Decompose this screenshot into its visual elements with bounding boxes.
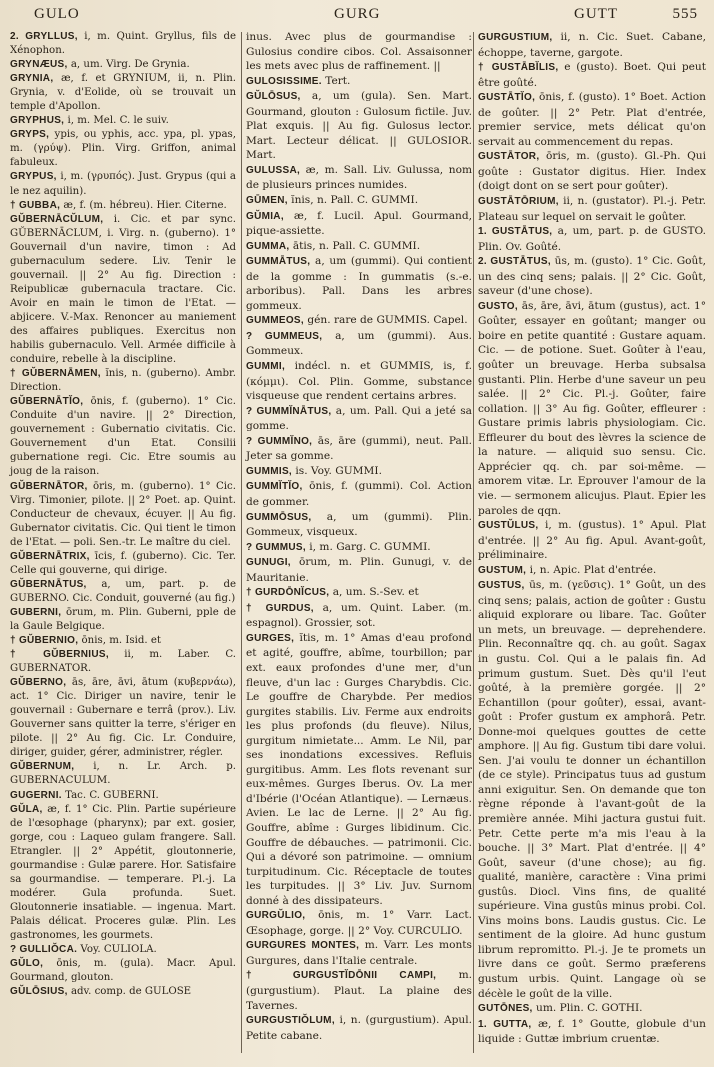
dictionary-entry bbox=[478, 224, 706, 254]
header-center-guide-word: GURG bbox=[334, 6, 381, 22]
dictionary-entry bbox=[246, 585, 472, 601]
header-left-guide-word: GULO bbox=[34, 6, 80, 22]
entry-definition: a, um (gummi). Qui contient de la gomme : In gummatis (s.-e. arboribus). Pall. Dans les arbres gommeux. bbox=[246, 255, 472, 312]
entry-definition: a, um. Quint. Laber. (m. espagnol). Grossier, sot. bbox=[246, 601, 472, 630]
dictionary-entry bbox=[246, 1013, 472, 1043]
entry-headword: GŬBERNĀTĬO, bbox=[10, 396, 84, 408]
entry-definition: i, m. Garg. C. GUMMI. bbox=[305, 540, 431, 553]
entry-headword: GŬLŌSIUS, bbox=[10, 986, 68, 998]
entry-headword: 2. GRYLLUS, bbox=[10, 31, 78, 42]
entry-headword: GUMMEOS, bbox=[246, 315, 304, 327]
dictionary-entry bbox=[246, 209, 472, 239]
dictionary-entry bbox=[246, 555, 472, 585]
dictionary-entry bbox=[246, 404, 472, 434]
page-number: 555 bbox=[672, 6, 698, 22]
entry-headword: ? GUMMĬNO, bbox=[246, 435, 313, 447]
dictionary-entry bbox=[478, 518, 706, 563]
dictionary-entry bbox=[246, 968, 472, 1013]
entry-headword: GUNUGI, bbox=[246, 557, 291, 569]
entry-definition: m. (gurgustium). Plaut. La plaine des Tavernes. bbox=[246, 969, 472, 1012]
dictionary-entry bbox=[478, 254, 706, 299]
entry-definition: i, m. (gustus). 1° Apul. Plat d'entrée. || 2° Au fig. Apul. Avant-goût, préliminaire. bbox=[478, 519, 706, 562]
dictionary-entry bbox=[478, 299, 706, 518]
dictionary-entry bbox=[246, 254, 472, 313]
dictionary-entry bbox=[10, 803, 236, 943]
entry-headword: GUSTŬLUS, bbox=[478, 520, 539, 532]
entry-headword: GŬLŌSUS, bbox=[246, 91, 301, 103]
entry-definition: Tac. C. GUBERNI. bbox=[61, 789, 159, 801]
dictionary-entry bbox=[478, 578, 706, 1001]
entry-definition: ĭnis, n. (guberno). Ambr. Direction. bbox=[10, 368, 236, 394]
entry-definition: a, um, part. p. de GUBERNO. Cic. Conduit, gouverné (au fig.) bbox=[10, 578, 236, 604]
entry-definition: m. Varr. Les monts Gurgures, dans l'Italie centrale. bbox=[246, 939, 472, 967]
entry-definition: a, um (gula). Sen. Mart. Gourmand, glouton : Gulosum fictile. Juv. Plat exquis. || Au fig. Gulosus lector. Mart. Lecteur délicat. || GULOSIOR. Mart. bbox=[246, 90, 472, 162]
entry-headword: GŪMEN, bbox=[246, 195, 288, 207]
entry-definition: ypis, ou yphis, acc. ypa, pl. ypas, m. (γρύψ). Plin. Virg. Griffon, animal fabuleux. bbox=[10, 129, 236, 169]
entry-headword: 1. GUTTA, bbox=[478, 1018, 532, 1030]
entry-definition: i, n. Apic. Plat d'entrée. bbox=[526, 563, 657, 576]
entry-headword: GUSTO, bbox=[478, 300, 518, 312]
entry-headword: GRYNÆUS, bbox=[10, 59, 68, 71]
entry-definition: æ, f. 1° Goutte, globule d'un liquide : Guttæ imbrium cruentæ. bbox=[478, 1017, 706, 1046]
dictionary-entry bbox=[10, 760, 236, 788]
entry-definition: i, n. (gurgustium). Apul. Petite cabane. bbox=[246, 1014, 472, 1042]
entry-definition: ās, āre, āvi, ātum (gustus), act. 1° Goûter, essayer en goûtant; manger ou boire en petite quantité : Gustare aquam. Cic. — de potione. Suet. Goûter à l'eau, goûter un breuvage. Herba subsalsa gustanti. Plin. Herbe d'une saveur un peu salée. || 2° Cic. Pl.-j. Goûter, faire collation. || 3° Au fig. Goûter, effleurer : Gustare primis labris physiologiam. Cic. Effleurer du bout des lèvres la science de la nature. — aliquid suo sensu. Cic. Apprécier qq. ch. par soi-même. — amorem vitæ. Lr. Eprouver l'amour de la vie. — sermonem alicujus. Plaut. Epier les paroles de qqn. bbox=[478, 299, 706, 517]
dictionary-entry bbox=[246, 464, 472, 480]
dictionary-entry bbox=[10, 957, 236, 985]
entry-definition: ĭnis, n. Pall. C. GUMMI. bbox=[287, 194, 419, 207]
entry-definition: ōris, m. (guberno). 1° Cic. Virg. Timonier, pilote. || 2° Poet. ap. Quint. Conducteur de chevaux, écuyer. || Au fig. Gubernator civitatis. Cic. Qui tient le timon de l'Etat. — poli. Sen.-tr. Le maître du ciel. bbox=[10, 480, 236, 548]
entry-definition: a, um. Pall. Qui a jeté sa gomme. bbox=[246, 404, 472, 433]
entry-definition: æ, m. Sall. Liv. Gulussa, nom de plusieurs princes numides. bbox=[246, 163, 472, 192]
column-divider bbox=[241, 32, 242, 1053]
dictionary-entry bbox=[10, 606, 236, 634]
entry-definition: Voy. CULIOLA. bbox=[77, 944, 157, 956]
entry-headword: † GURDŌNĬCUS, bbox=[246, 587, 330, 599]
dictionary-entry bbox=[10, 213, 236, 368]
entry-definition: ii, n. Cic. Suet. Cabane, échoppe, taverne, gargote. bbox=[478, 31, 706, 59]
entry-definition: a, um. Virg. De Grynia. bbox=[67, 59, 190, 71]
entry-definition: æ, f. 1° Cic. Plin. Partie supérieure de l'œsophage (pharynx); par ext. gosier, gorge, cou : Laqueo gulam frangere. Sall. Etrangler. || 2° Appétit, gloutonnerie, gourmandise : Gulæ parere. Hor. Satisfaire sa gourmandise. — temperare. Pl.-j. La modérer. Gula profunda. Suet. Gloutonnerie insatiable. — ingenua. Mart. Palais délicat. Proceres gulæ. Plin. Les gastronomes, les gourmets. bbox=[10, 803, 236, 941]
entry-headword: GURGES, bbox=[246, 632, 295, 644]
entry-definition: a, um (gummi). Plin. Gommeux, visqueux. bbox=[246, 510, 472, 539]
dictionary-entry bbox=[246, 329, 472, 359]
entry-headword: GULOSISSIME. bbox=[246, 75, 322, 87]
dictionary-entry bbox=[246, 239, 472, 255]
entry-definition: i, n. Lr. Arch. p. GUBERNACULUM. bbox=[10, 761, 236, 787]
entry-headword: † GŬBERNIUS, bbox=[10, 649, 109, 661]
dictionary-entry bbox=[246, 30, 472, 74]
dictionary-entry bbox=[10, 170, 236, 198]
dictionary-entry bbox=[246, 313, 472, 329]
entry-headword: ? GUMMUS, bbox=[246, 541, 306, 553]
entry-headword: ? GULLIŎCA. bbox=[10, 944, 78, 956]
dictionary-entry bbox=[246, 938, 472, 968]
entry-headword: GUSTUS, bbox=[478, 580, 525, 592]
entry-headword: GUBERNI, bbox=[10, 606, 62, 618]
entry-definition: ūs, m. (γεῦσις). 1° Goût, un des cinq sens; palais, action de goûter : Gustu aliquid explorare ou libare. Tac. Goûter un mets, un breuvage. — deprehendere. Plin. Reconnaître qq. ch. au goût. Sagax in gustu. Col. Qui a le palais fin. Ad primum gustum. Suet. Dès qu'il l'eut goûté, à la première gorgée. || 2° Echantillon (pour goûter), essai, avant-goût : Profer gustum ex amphorâ. Petr. Donne-moi quelques gouttes de cette amphore. || Au fig. Gustum tibi dare volui. Sen. J'ai voulu te donner un échantillon (de ce style). Principatus tuus ad gustum anni exiguitur. Sen. On demande que ton règne réponde à l'avant-goût de la première année. Mihi jactura gustui fuit. Petr. Cette perte m'a mis l'eau à la bouche. || 3° Mart. Plat d'entrée. || 4° Goût, saveur (d'une chose); au fig. qualité, manière, caractère : Vina primi gustûs. Diocl. Vins fins, de qualité supérieure. Vina gustûs minus probi. Col. Vins moins bons. Laudis gustus. Cic. Le sentiment de la gloire. Ad hunc gustum librum repromitto. Pl.-j. Je te promets un livre dans ce goût. Sermo præferens gustum urbis. Quint. Langage où se décèle le goût de la ville. bbox=[478, 579, 706, 1000]
entry-definition: ās, āre, āvi, ātum (κυβερνάω), act. 1° Cic. Diriger un navire, tenir le gouvernail : Gubernare e terrâ (prov.). Liv. Gouverner sans quitter la terre, s'ériger en pilote. || 2° Au fig. Cic. Lr. Conduire, diriger, guider, gérer, administrer, régler. bbox=[10, 677, 236, 759]
entry-headword: GUSTĀTŌRIUM, bbox=[478, 196, 559, 208]
dictionary-entry bbox=[478, 194, 706, 224]
entry-definition: gén. rare de GUMMIS. Capel. bbox=[303, 314, 468, 327]
entry-headword: GUTŌNES, bbox=[478, 1003, 533, 1015]
dictionary-entry bbox=[246, 193, 472, 209]
entry-headword: GULUSSA, bbox=[246, 164, 301, 176]
dictionary-entry bbox=[246, 434, 472, 464]
entry-headword: GUMMI, bbox=[246, 361, 286, 373]
entry-definition: ōnis, m. 1° Varr. Lact. Œsophage, gorge. || 2° Voy. CURCULIO. bbox=[246, 909, 472, 937]
entry-headword: GUMMĀTUS, bbox=[246, 256, 311, 268]
dictionary-entry bbox=[10, 578, 236, 606]
entry-headword: GUSTĀTĬO, bbox=[478, 92, 536, 104]
entry-definition: um. Plin. C. GOTHI. bbox=[532, 1002, 643, 1015]
entry-definition: ās, āre (gummi), neut. Pall. Jeter sa gomme. bbox=[246, 434, 472, 463]
dictionary-entry bbox=[246, 359, 472, 404]
entry-headword: GŬBERNĀCŬLUM, bbox=[10, 213, 104, 225]
dictionary-entry bbox=[478, 1001, 706, 1017]
entry-definition: adv. comp. de GULOSE bbox=[67, 986, 192, 998]
dictionary-entry bbox=[10, 985, 236, 999]
dictionary-entry bbox=[10, 30, 236, 58]
dictionary-entry bbox=[10, 550, 236, 578]
entry-headword: GURGUSTIŎLUM, bbox=[246, 1015, 335, 1027]
entry-headword: GURGURES MONTES, bbox=[246, 940, 360, 952]
entry-definition: is. Voy. GUMMI. bbox=[292, 464, 382, 477]
entry-headword: GRYPHUS, bbox=[10, 115, 65, 127]
entry-headword: GUMMIS, bbox=[246, 465, 292, 477]
column-2 bbox=[246, 30, 472, 1043]
entry-headword: GŬBERNO, bbox=[10, 677, 67, 689]
dictionary-entry bbox=[478, 90, 706, 149]
column-1 bbox=[10, 30, 236, 999]
entry-definition: æ, f. et GRYNIUM, ii, n. Plin. Grynia, v. d'Eolide, où se trouvait un temple d'Apollon. bbox=[10, 73, 236, 113]
dictionary-entry bbox=[10, 676, 236, 760]
entry-definition: ūs, m. (gusto). 1° Cic. Goût, un des cinq sens; palais. || 2° Cic. Goût, saveur (d'une chose). bbox=[478, 255, 706, 298]
dictionary-entry bbox=[10, 128, 236, 170]
dictionary-entry bbox=[478, 563, 706, 579]
entry-definition: ōnis, m. Isid. et bbox=[78, 635, 161, 647]
dictionary-entry bbox=[246, 74, 472, 90]
entry-headword: GRYPS, bbox=[10, 129, 50, 141]
entry-headword: GŬBERNĀTOR, bbox=[10, 480, 88, 492]
entry-definition: e (gusto). Boet. Qui peut être goûté. bbox=[478, 61, 707, 89]
entry-headword: † GURGUSTĬDŌNII CAMPI, bbox=[246, 970, 437, 982]
entry-headword: GŬLO, bbox=[10, 958, 44, 970]
entry-definition: Tert. bbox=[321, 74, 351, 87]
entry-definition: ĭtis, m. 1° Amas d'eau profond et agité, gouffre, abîme, tourbillon; par ext. eaux profondes d'une mer, d'un fleuve, d'un lac : Gurges Charybdis. Cic. Le gouffre de Charybde. Per medios gurgites stabilis. Liv. Ferme aux endroits les plus profonds (du fleuve). Nilus, gurgitum nimietate... Amm. Le Nil, par ses inondations excessives. Refluis gurgitibus. Amm. Les flots revenant sur eux-mêmes. Gurges Iberus. Ov. La mer d'Ibérie (l'Océan Atlantique). — Lernæus. Avien. Le lac de Lerne. || 2° Au fig. Gouffre, abîme : Gurges libidinum. Cic. Gouffre de débauches. — patrimonii. Cic. Qui a dévoré son patrimoine. — omnium turpitudinum. Cic. Réceptacle de toutes les turpitudes. || 3° Liv. Juv. Surnom donné à des dissipateurs. bbox=[246, 631, 472, 907]
entry-definition: æ, f. (m. hébreu). Hier. Citerne. bbox=[60, 199, 227, 211]
dictionary-entry bbox=[246, 908, 472, 938]
dictionary-entry bbox=[10, 648, 236, 676]
entry-headword: GUMMŌSUS, bbox=[246, 511, 312, 523]
dictionary-entry bbox=[478, 1017, 706, 1047]
dictionary-entry bbox=[10, 789, 236, 803]
entry-headword: GŬMIA, bbox=[246, 210, 284, 222]
entry-headword: GURGŬLIO, bbox=[246, 910, 306, 922]
entry-headword: † GUBBA, bbox=[10, 199, 61, 211]
dictionary-entry bbox=[246, 89, 472, 163]
entry-headword: GUMMĬTĬO, bbox=[246, 481, 303, 493]
dictionary-entry bbox=[246, 479, 472, 509]
entry-definition: īcis, f. (guberno). Cic. Ter. Celle qui gouverne, qui dirige. bbox=[10, 550, 236, 576]
entry-headword: † GŬBERNĀMEN, bbox=[10, 368, 101, 380]
dictionary-entry bbox=[10, 943, 236, 957]
dictionary-entry bbox=[246, 601, 472, 631]
entry-headword: GŬLA, bbox=[10, 803, 43, 815]
entry-definition: ōnis, f. (gusto). 1° Boet. Action de goûter. || 2° Petr. Plat d'entrée, premier service, mets délicat qu'on servait au commencement du repas. bbox=[478, 91, 706, 148]
dictionary-entry bbox=[246, 631, 472, 908]
entry-definition: ātis, n. Pall. C. GUMMI. bbox=[289, 239, 421, 252]
entry-definition: ōris, m. (gusto). Gl.-Ph. Qui goûte : Gustator digitus. Hier. Index (doigt dont on se sert pour goûter). bbox=[478, 150, 706, 193]
entry-headword: GUSTĀTOR, bbox=[478, 151, 540, 163]
entry-definition: a, um. S.-Sev. et bbox=[329, 586, 419, 599]
dictionary-entry bbox=[10, 72, 236, 114]
entry-headword: GUGERNI. bbox=[10, 789, 62, 801]
entry-headword: 2. GUSTĀTUS, bbox=[478, 256, 551, 268]
entry-definition: a, um, part. p. de GUSTO. Plin. Ov. Goûté. bbox=[478, 225, 706, 253]
entry-headword: GŬBERNĀTUS, bbox=[10, 578, 87, 590]
entry-headword: ? GUMMĬNĀTUS, bbox=[246, 405, 332, 417]
column-3 bbox=[478, 30, 706, 1047]
dictionary-entry bbox=[10, 199, 236, 213]
dictionary-entry bbox=[10, 114, 236, 128]
entry-headword: ? GUMMEUS, bbox=[246, 330, 323, 342]
dictionary-entry bbox=[10, 395, 236, 479]
entry-definition: ii, m. Laber. C. GUBERNATOR. bbox=[10, 649, 236, 675]
entry-headword: GUMMA, bbox=[246, 240, 290, 252]
entry-headword: † GURDUS, bbox=[246, 602, 314, 614]
entry-definition: inus. Avec plus de gourmandise : Gulosius condire cibos. Col. Assaisonner les mets avec plus de raffinement. || bbox=[246, 31, 472, 73]
running-header bbox=[14, 6, 704, 28]
entry-definition: indécl. n. et GUMMIS, is, f. (κόμμι). Col. Plin. Gomme, substance visqueuse que rendent certains arbres. bbox=[246, 360, 472, 403]
entry-headword: GRYNIA, bbox=[10, 73, 54, 85]
entry-headword: GŬBERNUM, bbox=[10, 761, 75, 773]
dictionary-entry bbox=[478, 30, 706, 60]
entry-definition: a, um (gummi). Aus. Gommeux. bbox=[246, 329, 473, 358]
entry-definition: ii, n. (gustator). Pl.-j. Petr. Plateau sur lequel on servait le goûter. bbox=[478, 195, 706, 223]
dictionary-entry bbox=[10, 634, 236, 648]
entry-definition: ōnis, f. (gummi). Col. Action de gommer. bbox=[246, 480, 472, 508]
dictionary-entry bbox=[10, 480, 236, 550]
column-divider bbox=[473, 32, 474, 1053]
entry-headword: GŬBERNĀTRIX, bbox=[10, 550, 90, 562]
dictionary-entry bbox=[246, 510, 472, 540]
entry-headword: † GŬBERNIO, bbox=[10, 635, 79, 647]
entry-headword: GURGUSTIUM, bbox=[478, 32, 553, 43]
entry-definition: ōnis, m. (gula). Macr. Apul. Gourmand, glouton. bbox=[10, 958, 236, 984]
entry-headword: GUSTUM, bbox=[478, 564, 527, 576]
dictionary-entry bbox=[478, 149, 706, 194]
entry-definition: ōnis, f. (guberno). 1° Cic. Conduite d'un navire. || 2° Direction, gouvernement : Gubernatio civitatis. Cic. Gouvernement d'un Etat. Consilii gubernatione regi. Cic. Etre soumis au joug de la raison. bbox=[10, 396, 236, 478]
dictionary-entry bbox=[10, 367, 236, 395]
entry-definition: i, m. Quint. Gryllus, fils de Xénophon. bbox=[10, 31, 237, 57]
entry-definition: ōrum, m. Plin. Gunugi, v. de Mauritanie. bbox=[246, 556, 472, 584]
entry-definition: æ, f. Lucil. Apul. Gourmand, pique-assiette. bbox=[246, 209, 472, 238]
dictionary-entry bbox=[246, 540, 472, 556]
header-right-guide-word: GUTT bbox=[574, 6, 618, 22]
entry-headword: GRYPUS, bbox=[10, 171, 57, 183]
entry-definition: i. Cic. et par sync. GŬBERNĀCLUM, i. Virg. n. (guberno). 1° Gouvernail d'un navire, timon : Ad gubernaculum sedere. Liv. Tenir le gouvernail. || 2° Au fig. Direction : Reipublicæ gubernacula tractare. Cic. Avoir en main le timon de l'Etat. — abjicere. V.-Max. Renoncer au maniement des affaires publiques. Exercitus non habilis gubernaculo. Vell. Armée difficile à conduire, rebelle à la discipline. bbox=[10, 213, 236, 366]
dictionary-entry bbox=[478, 60, 706, 90]
entry-definition: i, m. (γρυπός). Just. Grypus (qui a le nez aquilin). bbox=[10, 171, 236, 197]
entry-definition: ōrum, m. Plin. Guberni, pple de la Gaule Belgique. bbox=[10, 606, 236, 632]
dictionary-entry bbox=[10, 58, 236, 72]
entry-headword: 1. GUSTĀTUS, bbox=[478, 226, 553, 238]
entry-headword: † GUSTĀBĬLIS, bbox=[478, 62, 559, 74]
dictionary-entry bbox=[246, 163, 472, 193]
entry-definition: i, m. Mel. C. le suiv. bbox=[64, 115, 169, 127]
